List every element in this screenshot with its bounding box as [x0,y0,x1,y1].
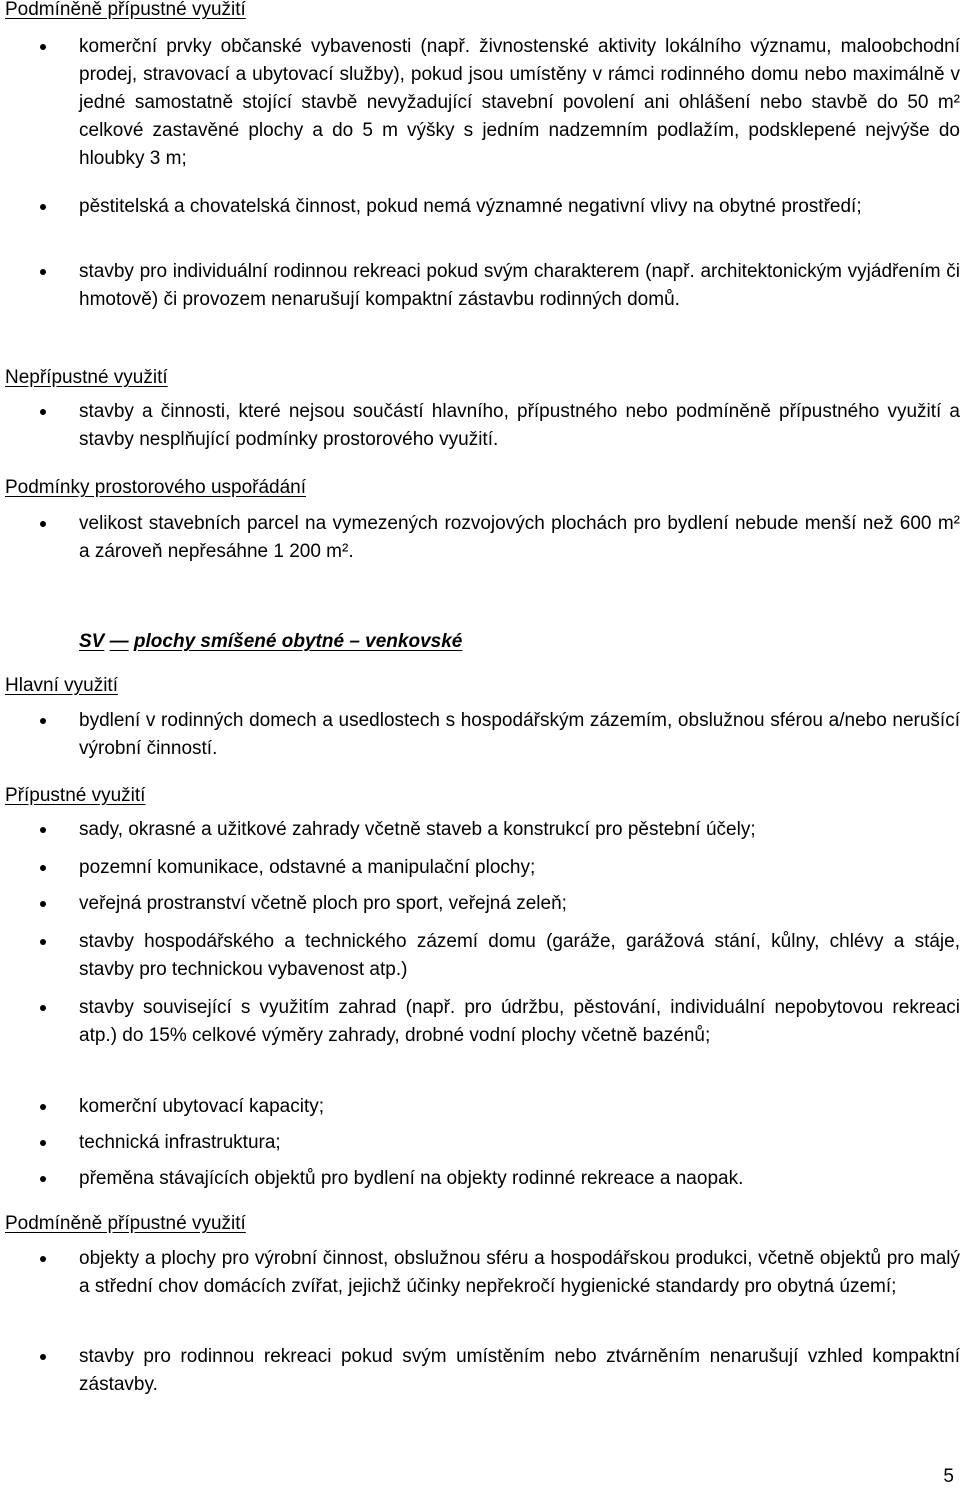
bullet-list [0,816,960,844]
bullet-icon [40,1176,46,1182]
section-heading: Nepřípustné využití [5,367,168,388]
list-item-text: stavby pro rodinnou rekreaci pokud svým umístěním nebo ztvárněním nenarušují vzhled kompaktní zástavby. [79,1346,960,1395]
page-number: 5 [943,1466,954,1487]
bullet-icon [40,1005,46,1011]
list-item [0,1129,960,1157]
list-item-text: bydlení v rodinných domech a usedlostech s hospodářským zázemím, obslužnou sférou a/nebo nerušící výrobní činností. [79,710,960,759]
bullet-icon [40,521,46,527]
bullet-list [0,510,960,566]
bullet-icon [40,1354,46,1360]
list-item-text: stavby hospodářského a technického zázemí domu (garáže, garážová stání, kůlny, chlévy a stáje, stavby pro technickou vybavenost atp.) [79,931,960,980]
list-item [0,816,960,844]
bullet-icon [40,827,46,833]
bullet-list [0,258,960,314]
list-item-text: technická infrastruktura; [79,1132,281,1153]
list-item-text: stavby pro individuální rodinnou rekreaci pokud svým charakterem (např. architektonickým vyjádřením či hmotově) či provozem nenarušují kompaktní zástavbu rodinných domů. [79,261,960,310]
bullet-list [0,33,960,173]
list-item [0,1245,960,1301]
list-item [0,890,960,918]
bullet-list [0,707,960,763]
list-item-text: přeměna stávajících objektů pro bydlení na objekty rodinné rekreace a naopak. [79,1168,744,1189]
bullet-list [0,928,960,984]
bullet-icon [40,269,46,275]
list-item-text: sady, okrasné a užitkové zahrady včetně staveb a konstrukcí pro pěstební účely; [79,819,756,840]
bullet-list [0,854,960,882]
list-item [0,1165,960,1193]
list-item-text: veřejná prostranství včetně ploch pro sport, veřejná zeleň; [79,893,567,914]
bullet-list [0,994,960,1050]
bullet-list [0,398,960,454]
list-item [0,928,960,984]
list-item [0,510,960,566]
list-item-text: komerční ubytovací kapacity; [79,1096,324,1117]
section-heading: Podmíněně přípustné využití [5,1213,246,1234]
bullet-list [0,1245,960,1301]
list-item [0,854,960,882]
bullet-icon [40,718,46,724]
list-item [0,398,960,454]
list-item-text: stavby a činnosti, které nejsou součástí hlavního, přípustného nebo podmíněně přípustného využití a stavby nesplňující podmínky prostorového využití. [79,401,960,450]
zone-code: SV [79,631,105,652]
section-heading: Přípustné využití [5,785,146,806]
bullet-icon [40,1104,46,1110]
list-item [0,1343,960,1399]
bullet-icon [40,1256,46,1262]
list-item [0,258,960,314]
bullet-icon [40,1140,46,1146]
bullet-icon [40,44,46,50]
section-heading: Podmíněně přípustné využití [5,0,246,20]
bullet-list [0,193,960,221]
zone-name: plochy smíšené obytné – venkovské [133,631,463,652]
list-item-text: velikost stavebních parcel na vymezených rozvojových plochách pro bydlení nebude menší než 600 m² a zároveň nepřesáhne 1 200 m². [79,513,960,562]
bullet-icon [40,939,46,945]
list-item [0,33,960,173]
list-item [0,994,960,1050]
list-item-text: komerční prvky občanské vybavenosti (např. živnostenské aktivity lokálního významu, maloobchodní prodej, stravovací a ubytovací služby), pokud jsou umístěny v rámci rodinného domu nebo maximálně v jedné samostatně stojící stavbě nevyžadující stavební povolení ani ohlášení nebo stavbě do 50 m² celkové zastavěné plochy a do 5 m výšky s jedním nadzemním podlažím, podsklepené nejvýše do hloubky 3 m; [79,36,960,169]
list-item-text: stavby související s využitím zahrad (např. pro údržbu, pěstování, individuální nepobytovou rekreaci atp.) do 15% celkové výměry zahrady, drobné vodní plochy včetně bazénů; [79,997,960,1046]
bullet-list [0,1343,960,1399]
list-item-text: objekty a plochy pro výrobní činnost, obslužnou sféru a hospodářskou produkci, včetně objektů pro malý a střední chov domácích zvířat, jejichž účinky nepřekročí hygienické standardy pro obytná území; [79,1248,960,1297]
list-item [0,193,960,221]
list-item [0,707,960,763]
list-item [0,1093,960,1121]
bullet-list [0,1093,960,1121]
bullet-list [0,1129,960,1157]
section-heading: Hlavní využití [5,675,118,696]
bullet-icon [40,409,46,415]
bullet-icon [40,901,46,907]
bullet-list [0,1165,960,1193]
list-item-text: pěstitelská a chovatelská činnost, pokud nemá významné negativní vlivy na obytné prostředí; [79,196,862,217]
bullet-icon [40,204,46,210]
list-item-text: pozemní komunikace, odstavné a manipulační plochy; [79,857,536,878]
zone-dash: — [109,631,129,652]
bullet-list [0,890,960,918]
bullet-icon [40,865,46,871]
zone-title [79,628,462,656]
section-heading: Podmínky prostorového uspořádání [5,477,307,498]
